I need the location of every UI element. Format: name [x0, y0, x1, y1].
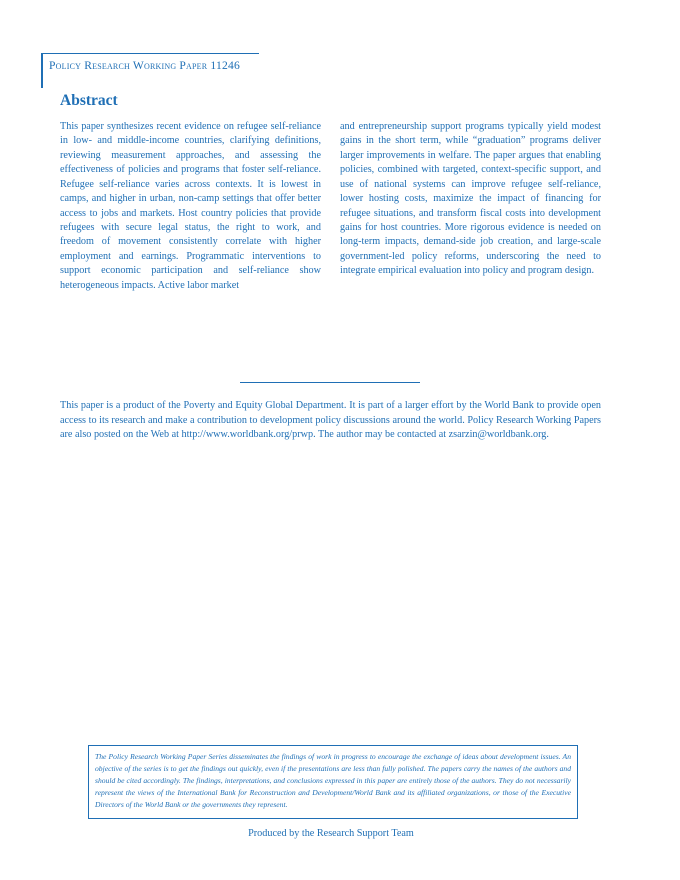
series-header — [41, 53, 259, 88]
abstract-heading: Abstract — [60, 92, 118, 109]
abstract-body — [60, 120, 601, 293]
produced-by-footer: Produced by the Research Support Team — [248, 828, 414, 839]
series-label: Policy Research Working Paper 11246 — [49, 59, 240, 72]
disclaimer-text: The Policy Research Working Paper Series disseminates the findings of work in progress to encourage the exchange of ideas about development issues. An objective of the series is to get the findings out quickly, even if the presentations are less than fully polished. The papers carry the names of the authors and should be cited accordingly. The findings, interpretations, and conclusions expressed in this paper are entirely those of the authors. They do not necessarily represent the views of the International Bank for Reconstruction and Development/World Bank and its affiliated organizations, or those of the Executive Directors of the World Bank or the governments they represent. — [95, 752, 571, 809]
product-note: This paper is a product of the Poverty and Equity Global Department. It is part of a larger effort by the World Bank to provide open access to its research and make a contribution to development policy discussions around the world. Policy Research Working Papers are also posted on the Web at http://www.worldbank.org/prwp. The author may be contacted at zsarzin@worldbank.org. — [60, 400, 601, 440]
abstract-column-2: and entrepreneurship support programs typically yield modest gains in the short term, while “graduation” programs deliver larger improvements in welfare. The paper argues that enabling policies, combined with targeted, context-specific support, and use of national systems can improve refugee self-reliance, lower hosting costs, maximize the impact of financing for refugee situations, and transform fiscal costs into development gains for host countries. More rigorous evidence is needed on long-term impacts, demand-side job creation, and large-scale government-led policy reforms, underscoring the need to integrate empirical evaluation into policy and program design. — [340, 121, 601, 277]
abstract-column-1: This paper synthesizes recent evidence on refugee self-reliance in low- and middle-income countries, clarifying definitions, reviewing measurement approaches, and assessing the effectiveness of policies and programs that foster self-reliance. Refugee self-reliance varies across contexts. It is lowest in camps, and higher in urban, non-camp settings that offer better access to jobs and markets. Host country policies that provide refugees with secure legal status, the right to work, and freedom of movement consistently correlate with higher employment and earnings. Programmatic interventions to support economic participation and self-reliance show heterogeneous impacts. Active labor market — [60, 121, 321, 291]
disclaimer-box — [88, 745, 578, 819]
section-divider — [240, 382, 420, 383]
